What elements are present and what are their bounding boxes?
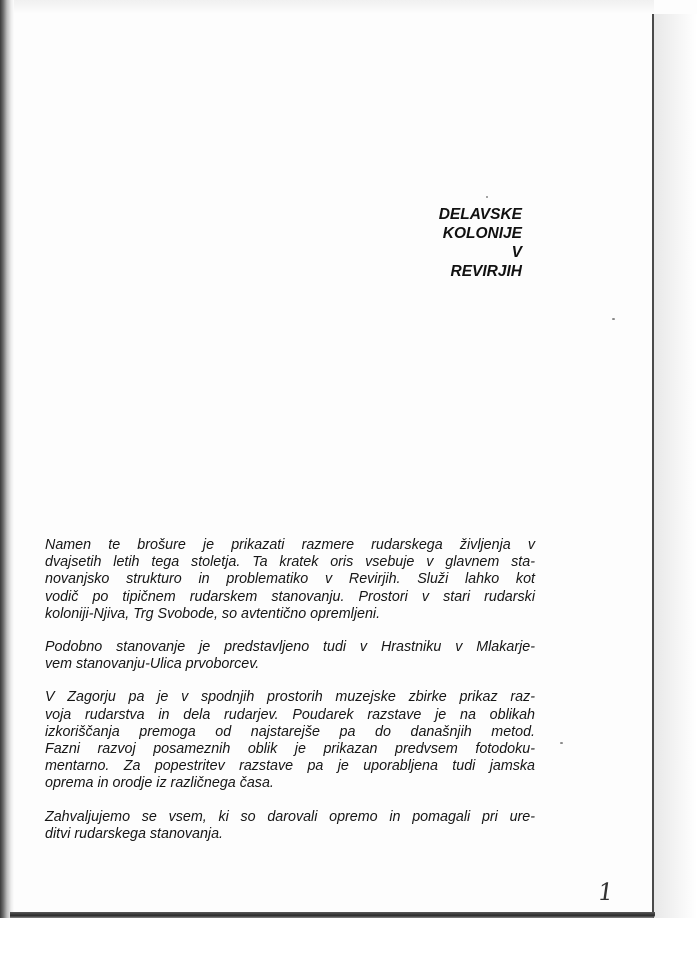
paragraph-hrastnik — [45, 639, 535, 673]
page-title — [439, 205, 522, 281]
text-line: Fazni razvoj posameznih oblik je prikazan predvsem fotodoku- — [45, 741, 535, 758]
text-line: novanjsko strukturo in problematiko v Revirjih. Služi lahko kot — [45, 571, 535, 588]
title-line: V — [511, 244, 522, 261]
text-line: Namen te brošure je prikazati razmere rudarskega življenja v — [45, 537, 535, 553]
text-line: mentarno. Za popestritev razstave pa je uporabljena tudi jamska — [45, 758, 535, 775]
text-line: oprema in orodje iz različnega časa. — [45, 775, 274, 792]
body-text — [45, 537, 535, 859]
text-line: dvajsetih letih tega stoletja. Ta kratek oris vsebuje v glavnem sta- — [45, 554, 535, 571]
text-line: vem stanovanju-Ulica prvoborcev. — [45, 656, 260, 673]
paragraph-intro — [45, 537, 535, 623]
page-number: 1 — [596, 878, 616, 906]
text-line: ditvi rudarskega stanovanja. — [45, 825, 224, 842]
title-line: KOLONIJE — [442, 225, 522, 242]
title-line: DELAVSKE — [438, 206, 522, 223]
title-line: REVIRJIH — [450, 263, 522, 280]
paragraph-thanks — [45, 809, 535, 843]
text-line: koloniji-Njiva, Trg Svobode, so avtentično opremljeni. — [45, 605, 381, 622]
text-line: Podobno stanovanje je predstavljeno tudi v Hrastniku v Mlakarje- — [45, 639, 535, 656]
page-right-edge — [652, 14, 654, 919]
scan-speck — [486, 196, 488, 198]
text-line: izkoriščanja premoga od najstarejše pa do današnjih metod. — [45, 723, 535, 740]
text-line: voja rudarstva in dela rudarjev. Poudarek razstave je na oblikah — [45, 706, 535, 723]
text-line: vodič po tipičnem rudarskem stanovanju. Prostori v stari rudarski — [45, 588, 535, 605]
paragraph-zagorje — [45, 689, 535, 792]
scanner-background — [0, 918, 697, 979]
binding-edge — [0, 0, 14, 979]
scan-speck — [560, 742, 563, 744]
text-line: Zahvaljujemo se vsem, ki so darovali opremo in pomagali pri ure- — [45, 808, 535, 825]
page-right-shadow — [654, 14, 697, 979]
text-line: V Zagorju pa je v spodnjih prostorih muzejske zbirke prikaz raz- — [45, 689, 535, 706]
page-top-edge — [14, 0, 654, 14]
scan-speck — [612, 318, 615, 320]
